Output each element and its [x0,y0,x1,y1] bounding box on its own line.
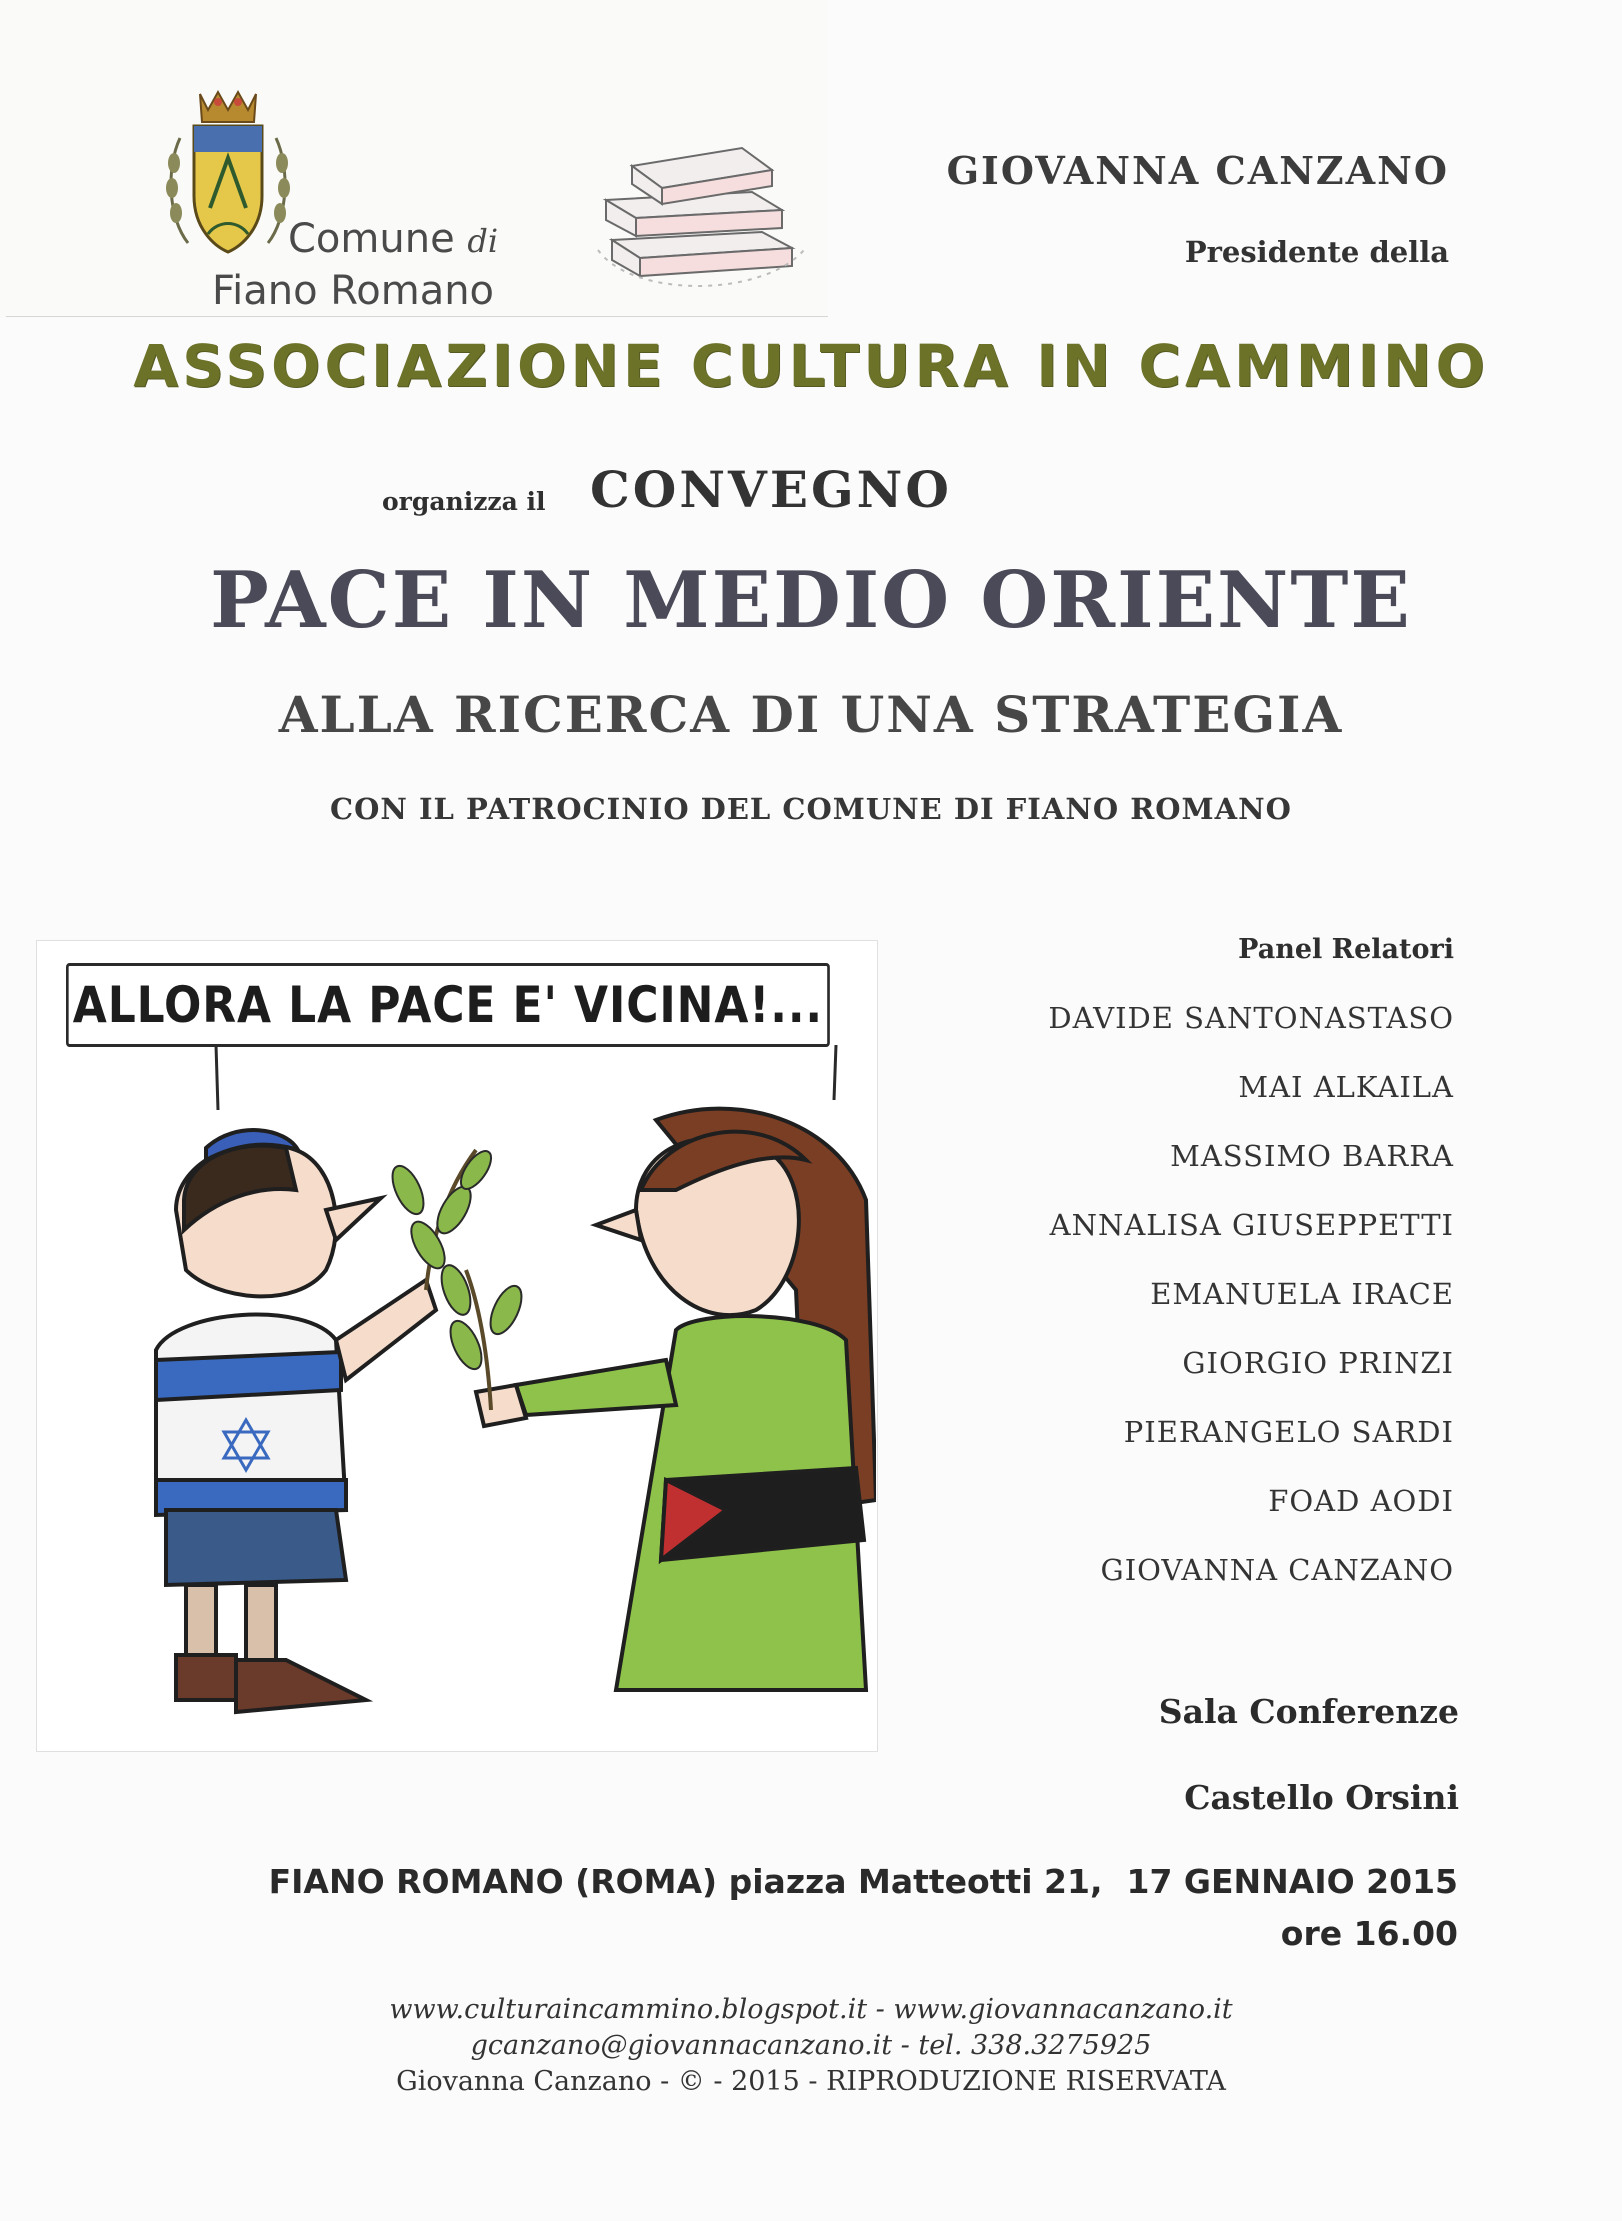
presenter-role: Presidente della [1184,235,1449,269]
municipality-name-line2: Fiano Romano [212,268,495,314]
footer-copyright: Giovanna Canzano - © - 2015 - RIPRODUZIONE RISERVATA [396,2066,1226,2097]
event-time: ore 16.00 [1280,1914,1458,1953]
footer-websites: www.culturaincammino.blogspot.it - www.giovannacanzano.it [389,1994,1233,2025]
patronage-line: CON IL PATROCINIO DEL COMUNE DI FIANO ROMANO [330,792,1292,826]
presenter-name: GIOVANNA CANZANO [946,148,1449,193]
speaker-name: ANNALISA GIUSEPPETTI [1049,1208,1454,1242]
event-place-date [146,1862,1458,1901]
speaker-name: GIORGIO PRINZI [1182,1346,1454,1380]
peace-cartoon-figures [36,1040,876,1750]
speaker-list [1048,995,1454,1616]
event-date: 17 GENNAIO 2015 [1126,1862,1458,1901]
convegno-label: CONVEGNO [590,460,952,519]
header-divider [6,316,828,317]
speech-bubble: ALLORA LA PACE E' VICINA!... [66,963,830,1047]
coat-of-arms-icon [158,88,298,268]
speaker-name: EMANUELA IRACE [1150,1277,1454,1311]
organizza-label: organizza il [382,487,546,516]
venue-hall: Sala Conferenze [1158,1692,1459,1731]
speaker-name: MAI ALKAILA [1238,1070,1454,1104]
association-title: ASSOCIAZIONE CULTURA IN CAMMINO [133,332,1489,400]
panel-label: Panel Relatori [1238,934,1454,965]
speaker-name: DAVIDE SANTONASTASO [1048,1001,1454,1035]
books-logo-icon [592,140,822,300]
footer-contacts: gcanzano@giovannacanzano.it - tel. 338.3275925 [470,2030,1152,2061]
speaker-name: GIOVANNA CANZANO [1100,1553,1454,1587]
speaker-name: MASSIMO BARRA [1170,1139,1454,1173]
speaker-name: FOAD AODI [1268,1484,1454,1518]
event-place: FIANO ROMANO (ROMA) piazza Matteotti 21, [268,1862,1103,1901]
venue-building: Castello Orsini [1184,1778,1459,1817]
event-title: PACE IN MEDIO ORIENTE [210,555,1412,646]
event-subtitle: ALLA RICERCA DI UNA STRATEGIA [278,685,1344,744]
municipality-name-line1: Comune di [288,216,499,262]
speaker-name: PIERANGELO SARDI [1123,1415,1454,1449]
